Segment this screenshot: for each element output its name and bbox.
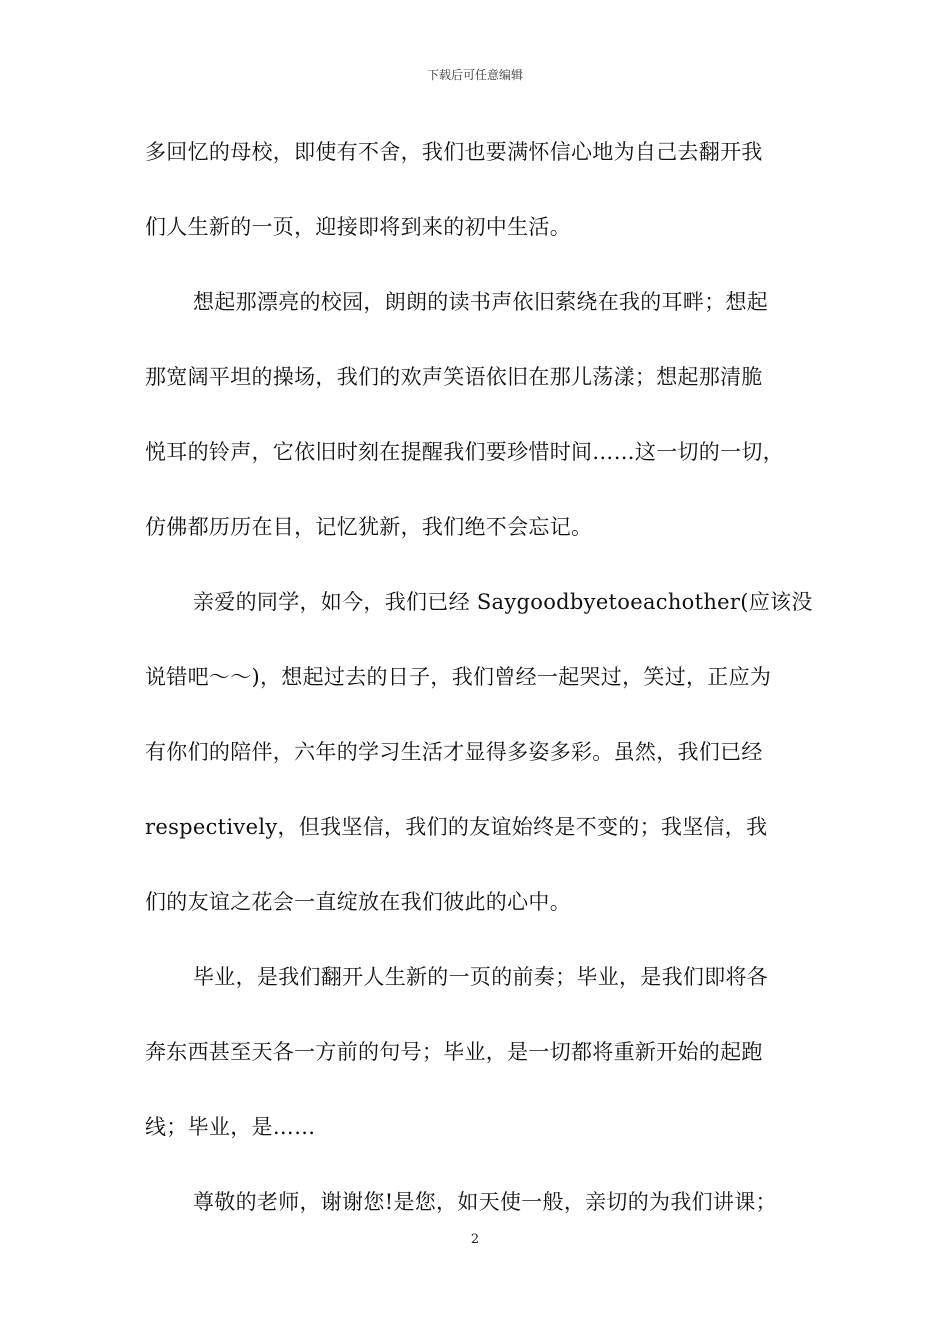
text-line: respectively，但我坚信，我们的友谊始终是不变的；我坚信，我 <box>145 815 768 839</box>
paragraph-start-line: 尊敬的老师，谢谢您!是您，如天使一般，亲切的为我们讲课； <box>193 1190 777 1214</box>
text-line: 们人生新的一页，迎接即将到来的初中生活。 <box>145 215 571 239</box>
text-line: 说错吧～～)，想起过去的日子，我们曾经一起哭过，笑过，正应为 <box>145 665 772 689</box>
paragraph-start-line: 毕业，是我们翻开人生新的一页的前奏；毕业，是我们即将各 <box>193 965 769 989</box>
text-line: 们的友谊之花会一直绽放在我们彼此的心中。 <box>145 890 571 914</box>
paragraph-start-line: 想起那漂亮的校园，朗朗的读书声依旧萦绕在我的耳畔；想起 <box>193 290 769 314</box>
page-number: 2 <box>470 1232 480 1247</box>
text-line: 那宽阔平坦的操场，我们的欢声笑语依旧在那儿荡漾；想起那清脆 <box>145 365 763 389</box>
text-line: 有你们的陪伴，六年的学习生活才显得多姿多彩。虽然，我们已经 <box>145 740 763 764</box>
text-line: 仿佛都历历在目，记忆犹新，我们绝不会忘记。 <box>145 515 593 539</box>
text-line: 线；毕业，是…… <box>145 1115 316 1139</box>
text-line: 奔东西甚至天各一方前的句号；毕业，是一切都将重新开始的起跑 <box>145 1040 763 1064</box>
text-line: 悦耳的铃声，它依旧时刻在提醒我们要珍惜时间……这一切的一切， <box>145 440 784 464</box>
page-header: 下载后可任意编辑 <box>426 68 523 82</box>
paragraph-start-line: 亲爱的同学，如今，我们已经 Saygoodbyetoeachother(应该没 <box>193 590 813 614</box>
text-line: 多回忆的母校，即使有不舍，我们也要满怀信心地为自己去翻开我 <box>145 140 763 164</box>
